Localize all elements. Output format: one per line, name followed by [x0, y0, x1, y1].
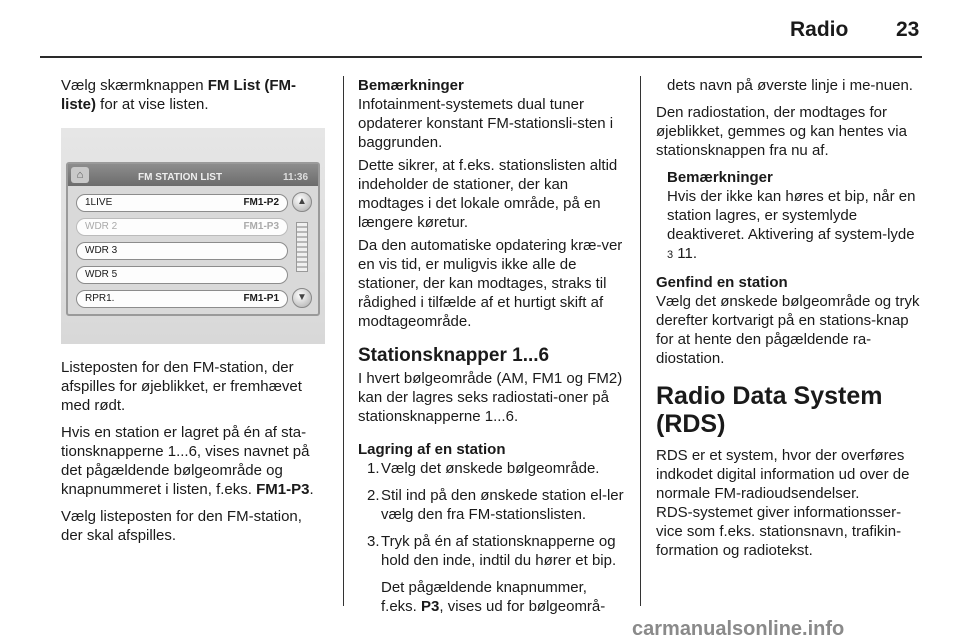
fm-station-list-screenshot	[61, 128, 325, 344]
note-box	[656, 168, 924, 265]
running-header-title: Radio	[790, 18, 849, 41]
list-item: 1. Vælg det ønskede bølgeområde.	[367, 460, 600, 477]
station-row: WDR 3	[76, 242, 288, 260]
paragraph: Dette sikrer, at f.eks. stationslisten altid indeholder de stationer, der kan modtages i det lokale område, på en længere køretur.	[358, 157, 618, 231]
column-3	[656, 76, 924, 568]
station-row: WDR 5	[76, 266, 288, 284]
watermark: carmanualsonline.info	[632, 618, 845, 640]
paragraph: Vælg det ønskede bølgeområde og tryk derefter kortvarigt på en stations-knap for at hente den pågældende ra-diostation.	[656, 293, 920, 367]
paragraph: Vælg listeposten for den FM-station, der skal afspilles.	[61, 508, 302, 544]
paragraph: Den radiostation, der modtages for øjeblikket, gemmes og kan hentes via stationsknappen fra nu af.	[656, 104, 907, 159]
paragraph: Hvis der ikke kan høres et bip, når en station lagres, er systemlyde deaktiveret. Aktivering af system-lyde 3 11.	[667, 188, 916, 262]
list-item: 2. Stil ind på den ønskede station el-ler vælg den fra FM-stationslisten.	[367, 487, 624, 523]
station-row: 1LIVE FM1-P2	[76, 194, 288, 212]
paragraph: Infotainment-systemets dual tuner opdaterer konstant FM-stationsli-sten i baggrunden.	[358, 96, 614, 151]
page-number: 23	[896, 18, 920, 41]
station-row: RPR1. FM1-P1	[76, 290, 288, 308]
paragraph: Listeposten for den FM-station, der afspilles for øjeblikket, er fremhævet med rødt.	[61, 359, 302, 414]
clock: 11:36	[283, 172, 309, 183]
column-2	[358, 76, 626, 624]
station-row: WDR 2 FM1-P3	[76, 218, 288, 236]
note-box	[358, 76, 626, 331]
paragraph: RDS-systemet giver informationsser-vice som f.eks. stationsnavn, trafikin-formation og radiotekst.	[656, 504, 902, 559]
button-name: FM List (FM-liste)	[61, 77, 297, 113]
paragraph: RDS er et system, hvor der overføres indkodet digital information ud over de normale FM-radioudsendelser.	[656, 447, 910, 502]
subheading: Lagring af en station	[358, 441, 506, 458]
subheading: Genfind en station	[656, 274, 788, 291]
section-heading: Radio Data System (RDS)	[656, 382, 883, 438]
section-heading: Stationsknapper 1...6	[358, 345, 550, 366]
paragraph: Hvis en station er lagret på én af sta-tionsknapperne 1...6, vises navnet på det pågældende bølgeområde og knapnummeret i listen, f.eks. FM1-P3.	[61, 424, 314, 498]
screen-title: FM STATION LIST	[138, 172, 223, 183]
column-divider	[343, 76, 344, 606]
scroll-up-icon: ▲	[292, 192, 312, 212]
display-frame	[66, 162, 320, 316]
note-heading: Bemærkninger	[358, 77, 464, 94]
list-item: 3. Tryk på én af stationsknapperne og hold den inde, indtil du hører et bip.	[367, 533, 617, 569]
title-bar	[68, 164, 318, 186]
paragraph: Vælg skærmknappen FM List (FM-liste) for at vise listen.	[61, 77, 297, 113]
steps-list	[358, 459, 626, 616]
header-rule	[40, 56, 922, 58]
paragraph: I hvert bølgeområde (AM, FM1 og FM2) kan der lagres seks radiostati-oner på stationsknapperne 1...6.	[358, 370, 623, 425]
home-icon: ⌂	[71, 167, 89, 183]
column-divider	[640, 76, 641, 606]
column-1	[61, 76, 327, 553]
scrollbar-track	[296, 222, 308, 272]
scroll-down-icon: ▼	[292, 288, 312, 308]
paragraph: dets navn på øverste linje i me-nuen.	[667, 77, 913, 94]
page-ref-arrow-icon: 3	[667, 249, 674, 261]
paragraph: Da den automatiske opdatering kræ-ver en vis tid, er muligvis ikke alle de stationer, der kan modtages, straks til rådighed i tilfælde af et hurtigt skift af modtageområde.	[358, 237, 623, 330]
note-heading: Bemærkninger	[667, 169, 773, 186]
list-item-continuation: Det pågældende knapnummer, f.eks. P3, vises ud for bølgeområ-	[381, 579, 606, 615]
